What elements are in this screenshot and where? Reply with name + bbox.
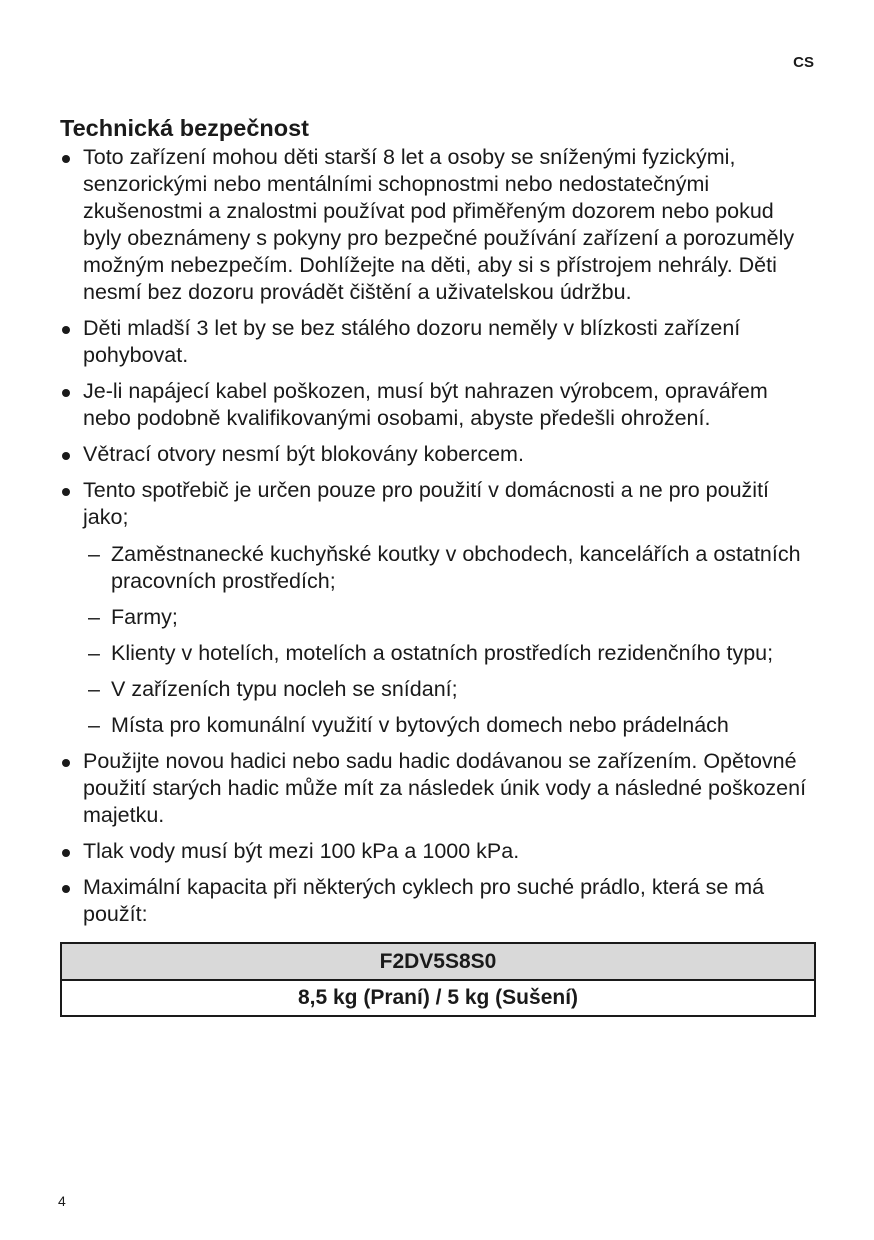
- language-code: CS: [793, 54, 814, 71]
- sub-list-item: – V zařízeních typu nocleh se snídaní;: [83, 676, 816, 703]
- list-item-text: Je-li napájecí kabel poškozen, musí být nahrazen výrobcem, opravářem nebo podobně kvalifikovanými osobami, abyste předešli ohrožení.: [83, 379, 768, 430]
- list-item: [60, 315, 816, 369]
- list-item: [60, 477, 816, 739]
- list-item-text: Použijte novou hadici nebo sadu hadic dodávanou se zařízením. Opětovné použití starých hadic může mít za následek únik vody a následné poškození majetku.: [83, 749, 807, 827]
- list-item: [60, 748, 816, 829]
- table-row: [61, 980, 815, 1016]
- page-content: [60, 114, 816, 1017]
- sub-list-item: – Farmy;: [83, 604, 816, 631]
- list-item-text: Maximální kapacita při některých cyklech pro suché prádlo, která se má použít:: [83, 875, 765, 926]
- capacity-cell: 8,5 kg (Praní) / 5 kg (Sušení): [61, 980, 815, 1016]
- list-item-text: Děti mladší 3 let by se bez stálého dozoru neměly v blízkosti zařízení pohybovat.: [83, 316, 741, 367]
- list-item: [60, 874, 816, 928]
- model-cell: F2DV5S8S0: [61, 943, 815, 980]
- list-item-text: Tlak vody musí být mezi 100 kPa a 1000 kPa.: [83, 839, 520, 863]
- safety-list: [60, 144, 816, 928]
- page-number: 4: [58, 1193, 66, 1209]
- capacity-table: [60, 942, 816, 1017]
- sub-list-item: – Klienty v hotelích, motelích a ostatních prostředích rezidenčního typu;: [83, 640, 816, 667]
- list-item: [60, 441, 816, 468]
- list-item-text: Větrací otvory nesmí být blokovány kobercem.: [83, 442, 524, 466]
- list-item: [60, 378, 816, 432]
- sub-list-item: – Zaměstnanecké kuchyňské koutky v obchodech, kancelářích a ostatních pracovních prostředích;: [83, 541, 816, 595]
- list-item-text: Tento spotřebič je určen pouze pro použití v domácnosti a ne pro použití jako;: [83, 478, 770, 529]
- list-item-text: Toto zařízení mohou děti starší 8 let a osoby se sníženými fyzickými, senzorickými nebo mentálními schopnostmi nebo nedostatečnými zkušenostmi a znalostmi používat pod přiměřeným dozorem nebo pokud byly obeznámeny s pokyny pro bezpečné používání zařízení a porozuměly možným nebezpečím. Dohlížejte na děti, aby si s přístrojem nehrály. Děti nesmí bez dozoru provádět čištění a uživatelskou údržbu.: [83, 145, 795, 304]
- sub-list-item: – Místa pro komunální využití v bytových domech nebo prádelnách: [83, 712, 816, 739]
- usage-exclusion-list: [83, 541, 816, 739]
- list-item: [60, 838, 816, 865]
- section-title: Technická bezpečnost: [60, 115, 309, 141]
- table-row: [61, 943, 815, 980]
- list-item: [60, 144, 816, 306]
